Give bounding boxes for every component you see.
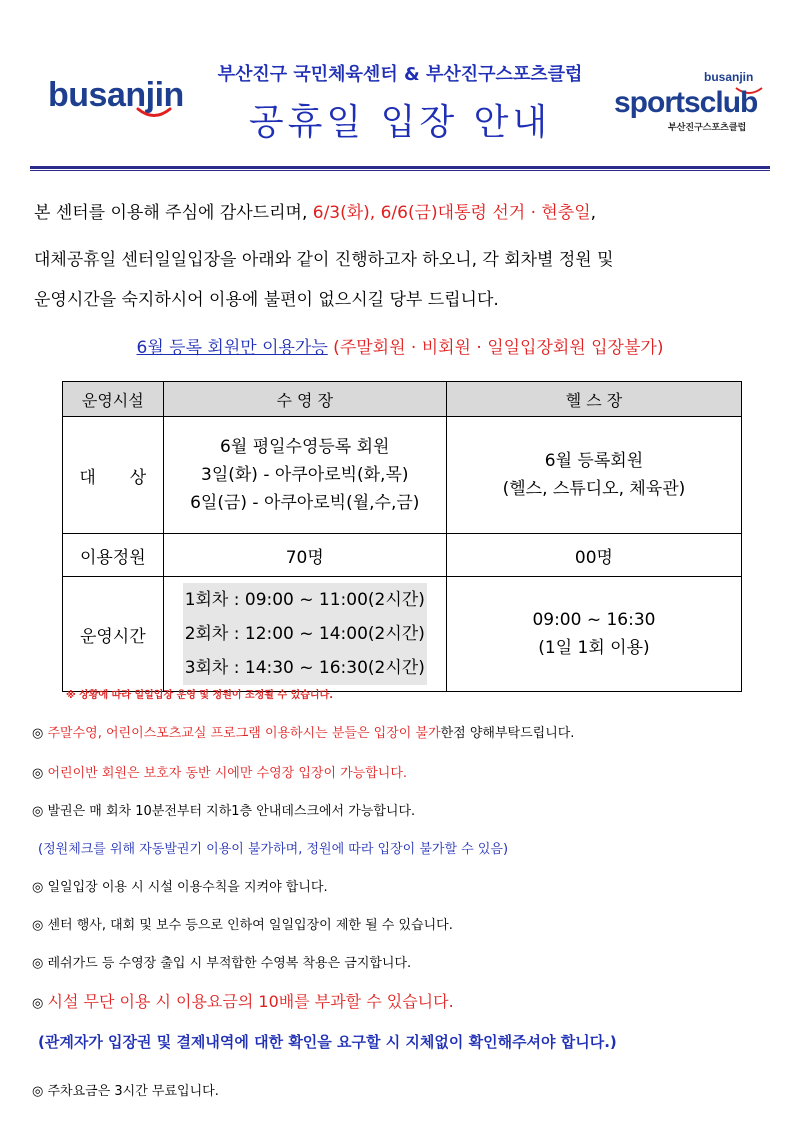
intro-text: 본 센터를 이용해 주심에 감사드리며, — [34, 203, 313, 223]
target-label: 대 상 — [63, 417, 164, 534]
gym-target-line: (헬스, 스튜디오, 체육관) — [502, 479, 686, 499]
intro-comma: , — [590, 203, 597, 223]
busanjin-logo-text: busanjin — [48, 76, 184, 114]
pool-hours — [163, 577, 446, 692]
sportsclub-logo-kr: 부산진구스포츠클럽 — [668, 123, 747, 133]
gym-hours-line: 09:00 ~ 16:30 — [532, 610, 656, 630]
table-row-capacity — [63, 534, 742, 577]
bullet-icon: ◎ — [32, 880, 44, 895]
header — [0, 0, 800, 170]
sportsclub-logo-big: sportsclub — [614, 86, 758, 119]
pool-target-line: 6일(금) - 아쿠아로빅(월,수,금) — [190, 493, 420, 513]
sportsclub-logo-small: busanjin — [704, 70, 754, 84]
intro-dates: 6/3(화), 6/6(금)대통령 선거 · 현충일 — [312, 203, 591, 223]
eligibility-exclusions: (주말회원 · 비회원 · 일일입장회원 입장불가) — [327, 338, 664, 358]
header-divider-thin — [30, 170, 770, 171]
page-title: 공휴일 입장 안내 — [248, 102, 552, 143]
eligibility-notice — [0, 333, 800, 358]
bullet-parking — [32, 1080, 219, 1099]
bullet-text: 레쉬가드 등 수영장 출입 시 부적합한 수영복 착용은 금지합니다. — [47, 956, 412, 971]
bullet-swimwear — [32, 952, 411, 971]
header-facility: 운영시설 — [63, 382, 164, 417]
capacity-label: 이용정원 — [63, 534, 164, 577]
bullet-children — [32, 762, 407, 781]
table-row-hours — [63, 577, 742, 692]
penalty-note: (관계자가 입장권 및 결제내역에 대한 확인을 요구할 시 지체없이 확인해주셔야 합니다.) — [38, 1033, 617, 1051]
bullet-icon: ◎ — [32, 1084, 44, 1099]
bullet-icon: ◎ — [32, 918, 44, 933]
gym-target — [446, 417, 741, 534]
bullet-text: 일일입장 이용 시 시설 이용수칙을 지켜야 합니다. — [47, 880, 328, 895]
gym-target-line: 6월 등록회원 — [544, 451, 644, 471]
bullet-weekend-swim — [32, 722, 574, 741]
page-subtitle: 부산진구 국민체육센터 & 부산진구스포츠클럽 — [217, 64, 583, 85]
bullet-icon: ◎ — [32, 956, 44, 971]
pool-session: 3회차 : 14:30 ~ 16:30(2시간) — [183, 651, 427, 685]
sportsclub-logo — [606, 66, 766, 132]
pool-session: 1회차 : 09:00 ~ 11:00(2시간) — [183, 583, 427, 617]
intro-line-1 — [34, 203, 770, 223]
bullet-text: 한점 양해부탁드립니다. — [440, 726, 575, 741]
pool-capacity: 70명 — [163, 534, 446, 577]
bullet-icon: ◎ — [32, 766, 44, 781]
adjustment-footnote: ※ 상황에 따라 일일입장 운영 및 정원이 조정될 수 있습니다. — [66, 690, 334, 701]
table-header-row — [63, 382, 742, 417]
eligibility-main: 6월 등록 회원만 이용가능 — [136, 338, 328, 358]
intro-line-3: 운영시간을 숙지하시어 이용에 불편이 없으시길 당부 드립니다. — [34, 290, 499, 310]
bullet-rules — [32, 876, 328, 895]
hours-label: 운영시간 — [63, 577, 164, 692]
pool-target — [163, 417, 446, 534]
bullet-icon: ◎ — [32, 726, 44, 741]
bullet-text: 주말수영, 어린이스포츠교실 프로그램 이용하시는 분들은 입장이 불가 — [47, 726, 441, 741]
schedule-table — [62, 381, 742, 692]
bullet-text: 센터 행사, 대회 및 보수 등으로 인하여 일일입장이 제한 될 수 있습니다. — [47, 918, 453, 933]
bullet-ticketing — [32, 800, 415, 819]
bullet-text: 시설 무단 이용 시 이용요금의 10배를 부과할 수 있습니다. — [47, 992, 454, 1011]
header-divider — [30, 166, 770, 169]
pool-target-line: 3일(화) - 아쿠아로빅(화,목) — [201, 465, 409, 485]
gym-hours-line: (1일 1회 이용) — [538, 638, 650, 658]
header-gym: 헬 스 장 — [446, 382, 741, 417]
ticketing-note: (정원체크를 위해 자동발권기 이용이 불가하며, 정원에 따라 입장이 불가할 수 있음) — [38, 842, 509, 857]
pool-session: 2회차 : 12:00 ~ 14:00(2시간) — [183, 617, 427, 651]
bullet-penalty — [32, 989, 454, 1012]
bullet-icon: ◎ — [32, 996, 44, 1011]
header-pool: 수 영 장 — [163, 382, 446, 417]
gym-hours — [446, 577, 741, 692]
bullet-events — [32, 914, 453, 933]
gym-capacity: 00명 — [446, 534, 741, 577]
table-row-target — [63, 417, 742, 534]
bullet-text: 어린이반 회원은 보호자 동반 시에만 수영장 입장이 가능합니다. — [47, 766, 408, 781]
intro-line-2: 대체공휴일 센터일일입장을 아래와 같이 진행하고자 하오니, 각 회차별 정원 및 — [34, 250, 614, 270]
bullet-text: 발권은 매 회차 10분전부터 지하1층 안내데스크에서 가능합니다. — [47, 804, 416, 819]
pool-target-line: 6월 평일수영등록 회원 — [220, 437, 390, 457]
bullet-text: 주차요금은 3시간 무료입니다. — [47, 1084, 219, 1099]
bullet-icon: ◎ — [32, 804, 44, 819]
